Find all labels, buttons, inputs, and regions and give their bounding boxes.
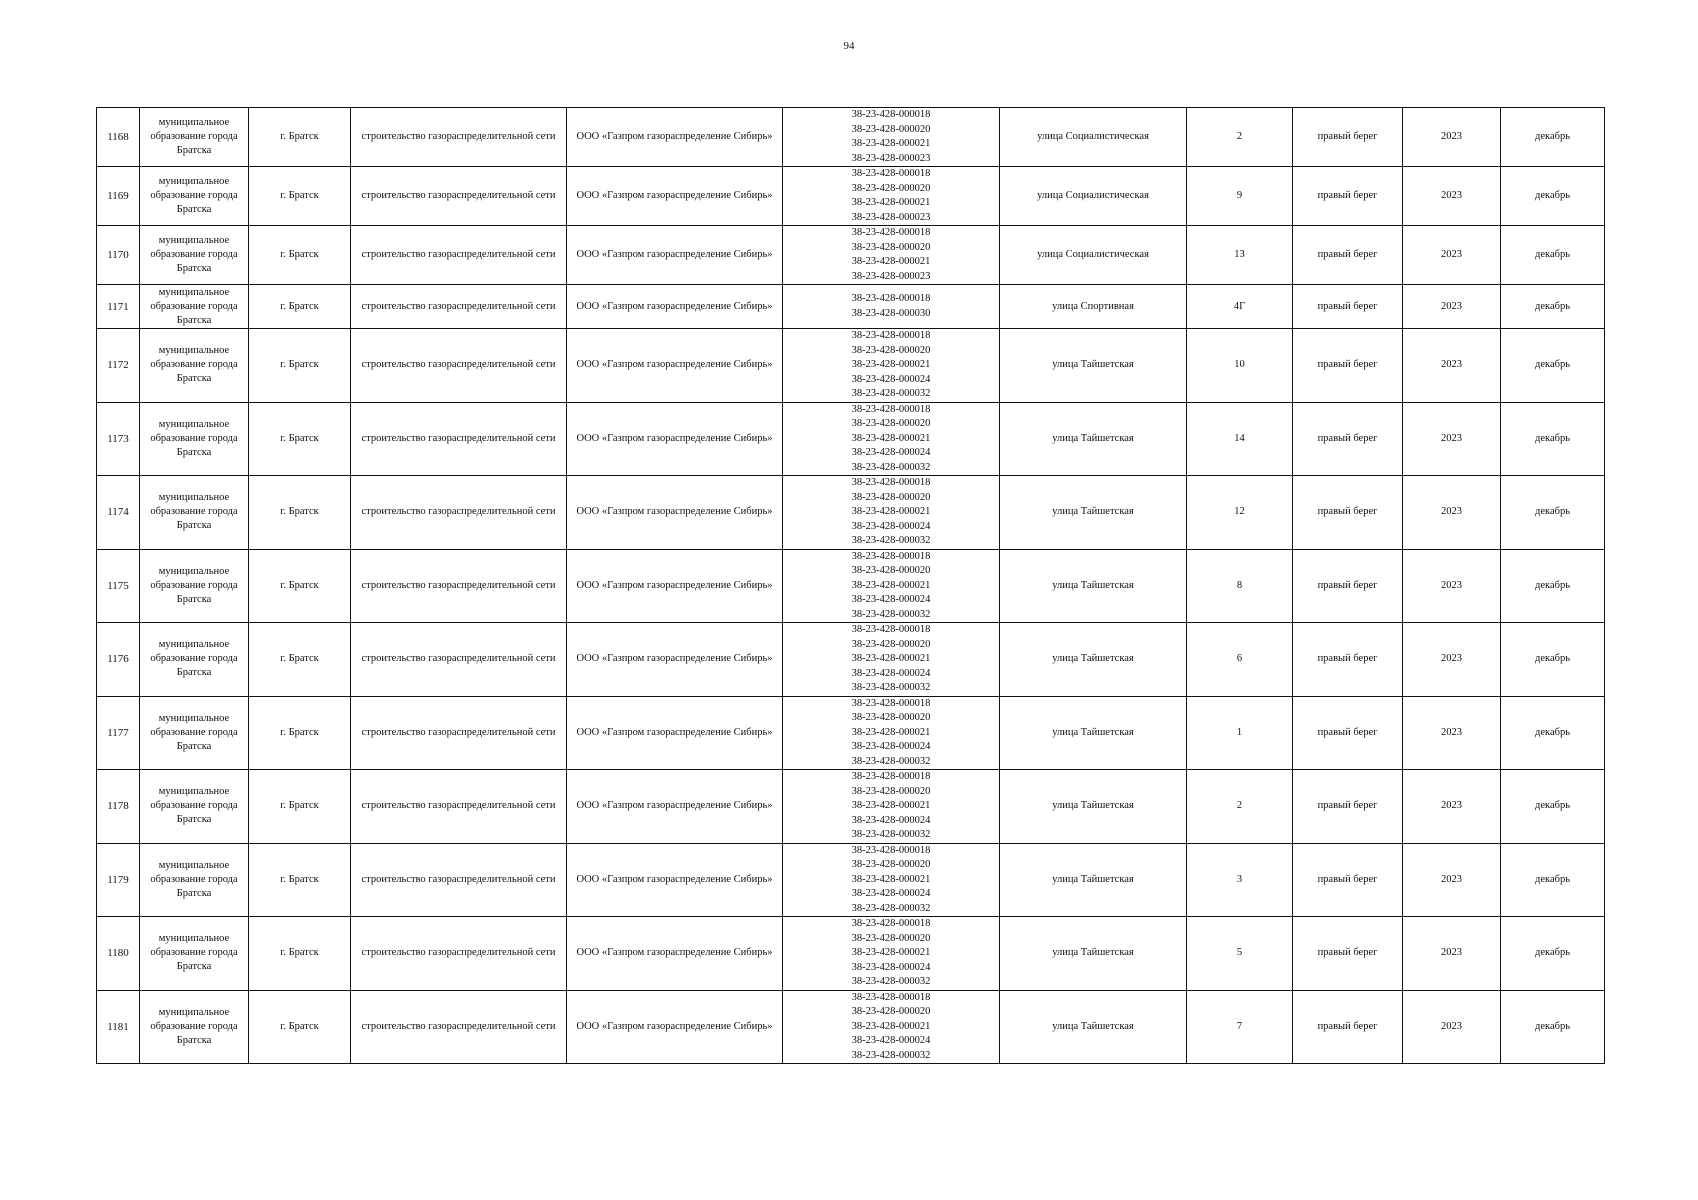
month-cell: декабрь: [1501, 549, 1605, 623]
cadastral-number: 38-23-428-000021: [851, 653, 931, 664]
river-bank-cell: правый берег: [1293, 990, 1403, 1064]
cadastral-cell: [783, 476, 1000, 550]
cadastral-number: 38-23-428-000021: [851, 138, 931, 149]
cadastral-number: 38-23-428-000021: [851, 800, 931, 811]
row-number: 1180: [97, 917, 140, 991]
year-cell: 2023: [1403, 623, 1501, 697]
cadastral-number: 38-23-428-000024: [851, 667, 931, 679]
cadastral-number: 38-23-428-000018: [851, 624, 931, 635]
cadastral-number: 38-23-428-000024: [851, 741, 931, 752]
locality-cell: г. Братск: [249, 402, 351, 476]
cadastral-number: 38-23-428-000024: [851, 520, 931, 532]
work-type-cell: строительство газораспределительной сети: [351, 990, 567, 1064]
table-row: [97, 843, 1605, 917]
cadastral-number: 38-23-428-000021: [851, 947, 931, 958]
cadastral-cell: [783, 108, 1000, 167]
street-cell: улица Тайшетская: [1000, 329, 1187, 403]
cadastral-number: 38-23-428-000020: [851, 859, 931, 870]
row-number: 1172: [97, 329, 140, 403]
cadastral-cell: [783, 990, 1000, 1064]
work-type-cell: строительство газораспределительной сети: [351, 623, 567, 697]
cadastral-number: 38-23-428-000032: [851, 755, 931, 767]
cadastral-number: 38-23-428-000020: [851, 491, 931, 503]
work-type-cell: строительство газораспределительной сети: [351, 329, 567, 403]
table-row: [97, 549, 1605, 623]
cadastral-number: 38-23-428-000018: [851, 477, 931, 488]
cadastral-number: 38-23-428-000018: [851, 293, 931, 304]
municipality-cell: муниципальное образование города Братска: [140, 843, 249, 917]
work-type-cell: строительство газораспределительной сети: [351, 402, 567, 476]
cadastral-number: 38-23-428-000021: [851, 1020, 931, 1032]
locality-cell: г. Братск: [249, 476, 351, 550]
house-number-cell: 9: [1187, 167, 1293, 226]
river-bank-cell: правый берег: [1293, 696, 1403, 770]
work-type-cell: строительство газораспределительной сети: [351, 285, 567, 329]
cadastral-cell: [783, 329, 1000, 403]
cadastral-number: 38-23-428-000021: [851, 359, 931, 370]
organization-cell: ООО «Газпром газораспределение Сибирь»: [567, 549, 783, 623]
year-cell: 2023: [1403, 108, 1501, 167]
locality-cell: г. Братск: [249, 329, 351, 403]
cadastral-number: 38-23-428-000018: [851, 918, 931, 929]
table-row: [97, 990, 1605, 1064]
work-type-cell: строительство газораспределительной сети: [351, 549, 567, 623]
river-bank-cell: правый берег: [1293, 623, 1403, 697]
table-row: [97, 917, 1605, 991]
locality-cell: г. Братск: [249, 167, 351, 226]
month-cell: декабрь: [1501, 476, 1605, 550]
work-type-cell: строительство газораспределительной сети: [351, 917, 567, 991]
house-number-cell: 6: [1187, 623, 1293, 697]
organization-cell: ООО «Газпром газораспределение Сибирь»: [567, 917, 783, 991]
cadastral-number: 38-23-428-000021: [851, 873, 931, 885]
row-number: 1176: [97, 623, 140, 697]
cadastral-number: 38-23-428-000018: [851, 403, 931, 415]
work-type-cell: строительство газораспределительной сети: [351, 770, 567, 844]
cadastral-number: 38-23-428-000021: [851, 726, 931, 738]
cadastral-number: 38-23-428-000021: [851, 197, 931, 208]
municipality-cell: муниципальное образование города Братска: [140, 402, 249, 476]
cadastral-number: 38-23-428-000024: [851, 814, 931, 826]
cadastral-number: 38-23-428-000020: [851, 418, 931, 429]
house-number-cell: 4Г: [1187, 285, 1293, 329]
cadastral-number: 38-23-428-000018: [851, 168, 931, 179]
locality-cell: г. Братск: [249, 696, 351, 770]
municipality-cell: муниципальное образование города Братска: [140, 226, 249, 285]
table-row: [97, 167, 1605, 226]
organization-cell: ООО «Газпром газораспределение Сибирь»: [567, 990, 783, 1064]
street-cell: улица Социалистическая: [1000, 226, 1187, 285]
table-row: [97, 226, 1605, 285]
cadastral-number: 38-23-428-000020: [851, 241, 931, 253]
page-number: 94: [843, 40, 855, 52]
cadastral-number: 38-23-428-000024: [851, 961, 931, 973]
cadastral-cell: [783, 917, 1000, 991]
cadastral-number: 38-23-428-000024: [851, 888, 931, 899]
cadastral-number: 38-23-428-000021: [851, 432, 931, 444]
house-number-cell: 10: [1187, 329, 1293, 403]
month-cell: декабрь: [1501, 990, 1605, 1064]
month-cell: декабрь: [1501, 770, 1605, 844]
cadastral-number: 38-23-428-000032: [851, 682, 931, 693]
street-cell: улица Тайшетская: [1000, 402, 1187, 476]
locality-cell: г. Братск: [249, 917, 351, 991]
cadastral-cell: [783, 285, 1000, 329]
locality-cell: г. Братск: [249, 843, 351, 917]
house-number-cell: 5: [1187, 917, 1293, 991]
cadastral-cell: [783, 167, 1000, 226]
year-cell: 2023: [1403, 285, 1501, 329]
municipality-cell: муниципальное образование города Братска: [140, 549, 249, 623]
cadastral-cell: [783, 623, 1000, 697]
month-cell: декабрь: [1501, 623, 1605, 697]
year-cell: 2023: [1403, 167, 1501, 226]
river-bank-cell: правый берег: [1293, 770, 1403, 844]
row-number: 1174: [97, 476, 140, 550]
year-cell: 2023: [1403, 402, 1501, 476]
row-number: 1171: [97, 285, 140, 329]
cadastral-number: 38-23-428-000018: [851, 330, 931, 341]
locality-cell: г. Братск: [249, 990, 351, 1064]
cadastral-number: 38-23-428-000023: [851, 152, 931, 164]
river-bank-cell: правый берег: [1293, 167, 1403, 226]
organization-cell: ООО «Газпром газораспределение Сибирь»: [567, 843, 783, 917]
cadastral-number: 38-23-428-000023: [851, 270, 931, 282]
cadastral-number: 38-23-428-000021: [851, 579, 931, 591]
row-number: 1169: [97, 167, 140, 226]
municipality-cell: муниципальное образование города Братска: [140, 167, 249, 226]
cadastral-number: 38-23-428-000024: [851, 447, 931, 458]
street-cell: улица Тайшетская: [1000, 623, 1187, 697]
organization-cell: ООО «Газпром газораспределение Сибирь»: [567, 696, 783, 770]
organization-cell: ООО «Газпром газораспределение Сибирь»: [567, 770, 783, 844]
gasification-table: [96, 107, 1605, 1064]
locality-cell: г. Братск: [249, 770, 351, 844]
cadastral-number: 38-23-428-000020: [851, 565, 931, 576]
work-type-cell: строительство газораспределительной сети: [351, 696, 567, 770]
cadastral-number: 38-23-428-000021: [851, 506, 931, 517]
work-type-cell: строительство газораспределительной сети: [351, 108, 567, 167]
cadastral-cell: [783, 226, 1000, 285]
organization-cell: ООО «Газпром газораспределение Сибирь»: [567, 623, 783, 697]
cadastral-number: 38-23-428-000020: [851, 1006, 931, 1017]
house-number-cell: 2: [1187, 108, 1293, 167]
cadastral-number: 38-23-428-000020: [851, 123, 931, 135]
row-number: 1170: [97, 226, 140, 285]
river-bank-cell: правый берег: [1293, 329, 1403, 403]
house-number-cell: 12: [1187, 476, 1293, 550]
cadastral-number: 38-23-428-000018: [851, 697, 931, 709]
month-cell: декабрь: [1501, 696, 1605, 770]
cadastral-number: 38-23-428-000032: [851, 608, 931, 620]
cadastral-cell: [783, 843, 1000, 917]
year-cell: 2023: [1403, 226, 1501, 285]
municipality-cell: муниципальное образование города Братска: [140, 696, 249, 770]
cadastral-number: 38-23-428-000018: [851, 227, 931, 238]
cadastral-number: 38-23-428-000032: [851, 535, 931, 546]
month-cell: декабрь: [1501, 917, 1605, 991]
month-cell: декабрь: [1501, 285, 1605, 329]
table-row: [97, 329, 1605, 403]
street-cell: улица Тайшетская: [1000, 843, 1187, 917]
street-cell: улица Спортивная: [1000, 285, 1187, 329]
month-cell: декабрь: [1501, 108, 1605, 167]
municipality-cell: муниципальное образование города Братска: [140, 476, 249, 550]
house-number-cell: 7: [1187, 990, 1293, 1064]
river-bank-cell: правый берег: [1293, 843, 1403, 917]
street-cell: улица Социалистическая: [1000, 108, 1187, 167]
locality-cell: г. Братск: [249, 285, 351, 329]
work-type-cell: строительство газораспределительной сети: [351, 843, 567, 917]
cadastral-number: 38-23-428-000024: [851, 594, 931, 605]
cadastral-number: 38-23-428-000020: [851, 785, 931, 797]
street-cell: улица Тайшетская: [1000, 476, 1187, 550]
locality-cell: г. Братск: [249, 549, 351, 623]
river-bank-cell: правый берег: [1293, 285, 1403, 329]
cadastral-number: 38-23-428-000018: [851, 771, 931, 782]
street-cell: улица Тайшетская: [1000, 696, 1187, 770]
organization-cell: ООО «Газпром газораспределение Сибирь»: [567, 402, 783, 476]
table-row: [97, 402, 1605, 476]
table-row: [97, 108, 1605, 167]
cadastral-cell: [783, 696, 1000, 770]
river-bank-cell: правый берег: [1293, 402, 1403, 476]
month-cell: декабрь: [1501, 843, 1605, 917]
cadastral-number: 38-23-428-000032: [851, 976, 931, 987]
municipality-cell: муниципальное образование города Братска: [140, 108, 249, 167]
organization-cell: ООО «Газпром газораспределение Сибирь»: [567, 167, 783, 226]
street-cell: улица Тайшетская: [1000, 770, 1187, 844]
cadastral-number: 38-23-428-000032: [851, 829, 931, 840]
house-number-cell: 14: [1187, 402, 1293, 476]
year-cell: 2023: [1403, 549, 1501, 623]
municipality-cell: муниципальное образование города Братска: [140, 285, 249, 329]
cadastral-number: 38-23-428-000032: [851, 461, 931, 473]
year-cell: 2023: [1403, 990, 1501, 1064]
house-number-cell: 2: [1187, 770, 1293, 844]
row-number: 1178: [97, 770, 140, 844]
organization-cell: ООО «Газпром газораспределение Сибирь»: [567, 476, 783, 550]
year-cell: 2023: [1403, 843, 1501, 917]
locality-cell: г. Братск: [249, 108, 351, 167]
cadastral-number: 38-23-428-000020: [851, 638, 931, 650]
street-cell: улица Тайшетская: [1000, 917, 1187, 991]
municipality-cell: муниципальное образование города Братска: [140, 990, 249, 1064]
year-cell: 2023: [1403, 917, 1501, 991]
row-number: 1181: [97, 990, 140, 1064]
cadastral-number: 38-23-428-000018: [851, 991, 931, 1003]
municipality-cell: муниципальное образование города Братска: [140, 329, 249, 403]
cadastral-cell: [783, 402, 1000, 476]
cadastral-number: 38-23-428-000021: [851, 256, 931, 267]
house-number-cell: 1: [1187, 696, 1293, 770]
cadastral-number: 38-23-428-000020: [851, 932, 931, 944]
month-cell: декабрь: [1501, 402, 1605, 476]
street-cell: улица Тайшетская: [1000, 990, 1187, 1064]
cadastral-number: 38-23-428-000032: [851, 902, 931, 914]
locality-cell: г. Братск: [249, 226, 351, 285]
river-bank-cell: правый берег: [1293, 917, 1403, 991]
month-cell: декабрь: [1501, 329, 1605, 403]
organization-cell: ООО «Газпром газораспределение Сибирь»: [567, 226, 783, 285]
year-cell: 2023: [1403, 770, 1501, 844]
table-row: [97, 696, 1605, 770]
table-row: [97, 623, 1605, 697]
river-bank-cell: правый берег: [1293, 549, 1403, 623]
year-cell: 2023: [1403, 476, 1501, 550]
cadastral-number: 38-23-428-000020: [851, 344, 931, 356]
house-number-cell: 8: [1187, 549, 1293, 623]
house-number-cell: 13: [1187, 226, 1293, 285]
locality-cell: г. Братск: [249, 623, 351, 697]
month-cell: декабрь: [1501, 226, 1605, 285]
table-body: [97, 108, 1605, 1064]
cadastral-number: 38-23-428-000030: [851, 307, 931, 319]
cadastral-cell: [783, 549, 1000, 623]
street-cell: улица Социалистическая: [1000, 167, 1187, 226]
cadastral-number: 38-23-428-000024: [851, 1035, 931, 1046]
row-number: 1179: [97, 843, 140, 917]
river-bank-cell: правый берег: [1293, 226, 1403, 285]
river-bank-cell: правый берег: [1293, 476, 1403, 550]
house-number-cell: 3: [1187, 843, 1293, 917]
year-cell: 2023: [1403, 696, 1501, 770]
work-type-cell: строительство газораспределительной сети: [351, 167, 567, 226]
cadastral-number: 38-23-428-000024: [851, 373, 931, 385]
table-row: [97, 476, 1605, 550]
cadastral-number: 38-23-428-000032: [851, 1049, 931, 1061]
municipality-cell: муниципальное образование города Братска: [140, 917, 249, 991]
cadastral-number: 38-23-428-000020: [851, 182, 931, 194]
table-row: [97, 285, 1605, 329]
table-row: [97, 770, 1605, 844]
row-number: 1168: [97, 108, 140, 167]
municipality-cell: муниципальное образование города Братска: [140, 770, 249, 844]
cadastral-number: 38-23-428-000018: [851, 109, 931, 120]
cadastral-number: 38-23-428-000020: [851, 712, 931, 723]
row-number: 1173: [97, 402, 140, 476]
organization-cell: ООО «Газпром газораспределение Сибирь»: [567, 108, 783, 167]
cadastral-number: 38-23-428-000023: [851, 211, 931, 223]
work-type-cell: строительство газораспределительной сети: [351, 476, 567, 550]
municipality-cell: муниципальное образование города Братска: [140, 623, 249, 697]
row-number: 1175: [97, 549, 140, 623]
organization-cell: ООО «Газпром газораспределение Сибирь»: [567, 329, 783, 403]
month-cell: декабрь: [1501, 167, 1605, 226]
year-cell: 2023: [1403, 329, 1501, 403]
river-bank-cell: правый берег: [1293, 108, 1403, 167]
row-number: 1177: [97, 696, 140, 770]
cadastral-cell: [783, 770, 1000, 844]
cadastral-number: 38-23-428-000018: [851, 550, 931, 562]
cadastral-number: 38-23-428-000032: [851, 388, 931, 399]
organization-cell: ООО «Газпром газораспределение Сибирь»: [567, 285, 783, 329]
street-cell: улица Тайшетская: [1000, 549, 1187, 623]
cadastral-number: 38-23-428-000018: [851, 844, 931, 856]
work-type-cell: строительство газораспределительной сети: [351, 226, 567, 285]
